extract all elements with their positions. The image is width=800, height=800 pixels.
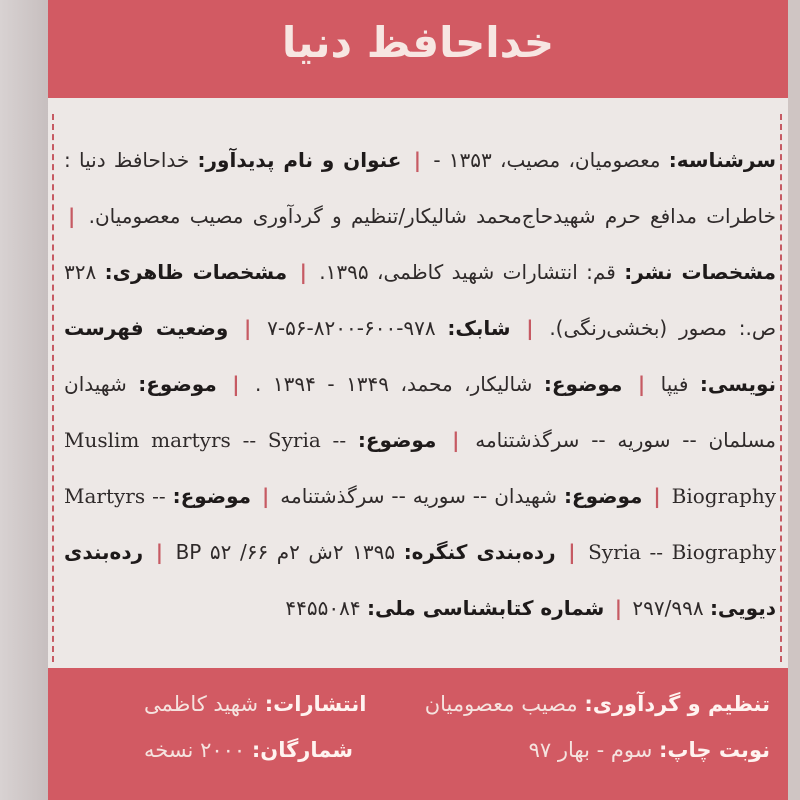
dewey-label: رده‌بندی دیویی:: [64, 540, 776, 620]
publisher-label: انتشارات:: [264, 692, 367, 716]
separator: |: [155, 540, 164, 564]
copies-value: ۲۰۰۰ نسخه: [144, 738, 246, 762]
separator: |: [299, 260, 307, 284]
cip-record: [64, 132, 776, 636]
separator: |: [568, 540, 576, 564]
publication-footer: [48, 680, 788, 800]
edition-row: [529, 738, 770, 762]
subject-label: موضوع:: [138, 372, 217, 396]
national-number-value: ۴۴۵۵۰۸۴: [285, 596, 361, 620]
compiler-value: مصیب معصومیان: [424, 692, 578, 716]
edition-value: سوم - بهار ۹۷: [528, 738, 653, 762]
compiler-label: تنظیم و گردآوری:: [584, 692, 770, 716]
separator: |: [244, 316, 252, 340]
copies-row: [144, 738, 353, 762]
separator: |: [452, 428, 460, 452]
separator: |: [413, 148, 422, 172]
isbn-value: ۹۷۸-۶۰۰-۸۲۰۰-۵۶-۷: [267, 316, 436, 340]
publisher-row: [144, 692, 366, 716]
subject-label: موضوع:: [172, 484, 252, 508]
book-title: خداحافظ دنیا: [281, 18, 555, 67]
separator: |: [262, 484, 270, 508]
publisher-value: شهید کاظمی: [144, 692, 259, 716]
subject-value-english: Muslim martyrs -- Syria -- Biography: [64, 428, 777, 508]
author-value: معصومیان، مصیب، ۱۳۵۳ -: [433, 148, 661, 172]
physical-label: مشخصات ظاهری:: [104, 260, 288, 284]
subject-label: موضوع:: [543, 372, 623, 396]
publication-label: مشخصات نشر:: [624, 260, 776, 284]
subject-value: شالیکار، محمد، ۱۳۴۹ - ۱۳۹۴ .: [255, 372, 533, 396]
national-number-label: شماره کتابشناسی ملی:: [366, 596, 605, 620]
book-page: [48, 0, 788, 800]
separator: |: [637, 372, 646, 396]
page-edge: [0, 0, 48, 800]
subject-value: شهیدان مسلمان -- سوریه -- سرگذشتنامه: [64, 372, 776, 452]
cataloging-status-label: وضعیت فهرست نویسی:: [64, 316, 777, 396]
separator: |: [653, 484, 661, 508]
congress-value: ۱۳۹۵ ۲ش ۲م ۶۶/ ۵۲ BP: [175, 540, 396, 564]
isbn-label: شابک:: [447, 316, 511, 340]
cataloging-status-value: فیپا: [660, 372, 689, 396]
subject-value-english: Martyrs -- Syria -- Biography: [64, 484, 777, 564]
separator: |: [68, 204, 76, 228]
copies-label: شمارگان:: [251, 738, 354, 762]
separator: |: [614, 596, 623, 620]
author-label: سرشناسه:: [668, 148, 777, 172]
separator: |: [232, 372, 240, 396]
congress-label: رده‌بندی کنگره:: [403, 540, 556, 564]
subject-label: موضوع:: [357, 428, 437, 452]
physical-value: ۳۲۸ ص.: مصور (بخشی‌رنگی).: [64, 260, 777, 340]
edition-label: نوبت چاپ:: [659, 738, 770, 762]
title-value: خداحافظ دنیا : خاطرات مدافع حرم شهیدحاج‌محمد شالیکار/تنظیم و گردآوری مصیب معصومیان.: [64, 148, 777, 228]
compiler-row: [425, 692, 770, 716]
subject-value: شهیدان -- سوریه -- سرگذشتنامه: [280, 484, 557, 508]
subject-label: موضوع:: [563, 484, 643, 508]
title-label: عنوان و نام پدیدآور:: [197, 148, 402, 172]
separator: |: [526, 316, 534, 340]
publication-value: قم: انتشارات شهید کاظمی، ۱۳۹۵.: [319, 260, 616, 284]
dewey-value: ۲۹۷/۹۹۸: [632, 596, 704, 620]
